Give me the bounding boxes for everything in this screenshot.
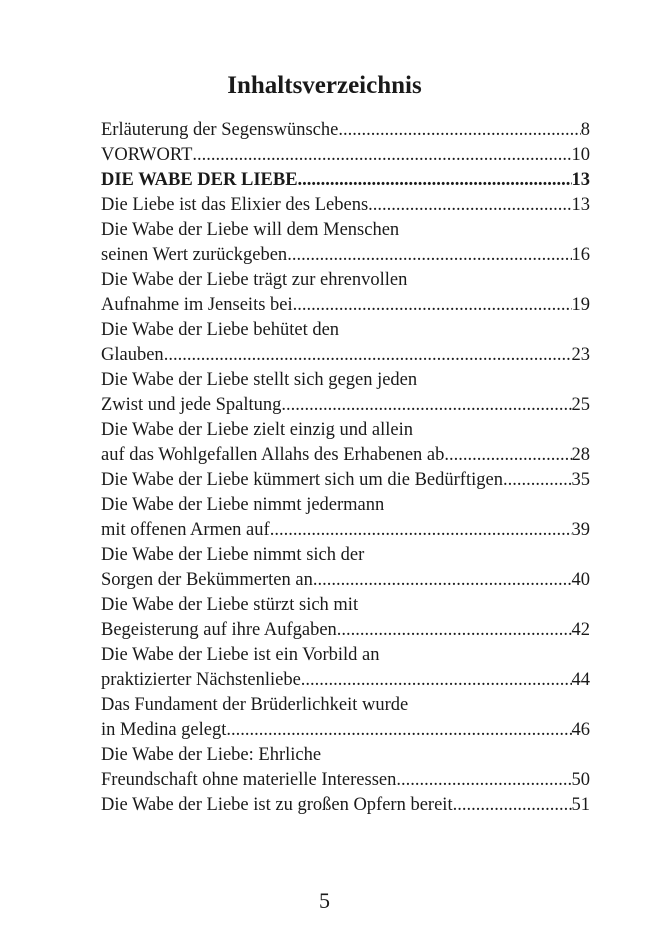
toc-entry-text: Begeisterung auf ihre Aufgaben: [101, 620, 337, 640]
dot-leader: [503, 468, 572, 493]
toc-entry-text: Aufnahme im Jenseits bei: [101, 295, 293, 315]
toc-entry: [101, 643, 590, 693]
dot-leader: [444, 443, 571, 468]
toc-entry-text: mit offenen Armen auf: [101, 520, 270, 540]
toc-line: [101, 643, 590, 668]
toc-entry-page: 42: [571, 620, 590, 640]
toc-entry-text: Die Wabe der Liebe stürzt sich mit: [101, 595, 359, 615]
toc-entry: [101, 493, 590, 543]
toc-entry: [101, 218, 590, 268]
toc-entry-page: 51: [571, 795, 590, 815]
dot-leader: [293, 293, 572, 318]
toc-entry-text: Die Wabe der Liebe will dem Menschen: [101, 220, 400, 240]
toc-entry-text: Die Wabe der Liebe: Ehrliche: [101, 745, 322, 765]
toc-line: [101, 793, 590, 818]
toc-entry-text: in Medina gelegt: [101, 720, 227, 740]
toc-entry-text: seinen Wert zurückgeben: [101, 245, 288, 265]
toc-entry-page: 28: [571, 445, 590, 465]
table-of-contents: [101, 118, 590, 818]
dot-leader: [298, 168, 572, 193]
toc-entry-page: 19: [571, 295, 590, 315]
toc-entry-page: 35: [571, 470, 590, 490]
dot-leader: [270, 518, 572, 543]
toc-entry-page: 25: [571, 395, 590, 415]
toc-line: [101, 218, 590, 243]
toc-entry: [101, 543, 590, 593]
toc-entry-text: Die Wabe der Liebe nimmt sich der: [101, 545, 365, 565]
toc-entry-text: Die Wabe der Liebe kümmert sich um die Bedürftigen: [101, 470, 503, 490]
toc-entry: [101, 268, 590, 318]
toc-entry-page: 8: [580, 120, 590, 140]
dot-leader: [453, 793, 572, 818]
dot-leader: [338, 118, 580, 143]
toc-entry-text: Das Fundament der Brüderlichkeit wurde: [101, 695, 409, 715]
toc-line: [101, 118, 590, 143]
toc-entry: [101, 593, 590, 643]
toc-line: [101, 343, 590, 368]
toc-line: [101, 443, 590, 468]
dot-leader: [192, 143, 571, 168]
toc-line: [101, 243, 590, 268]
toc-entry-text: Glauben: [101, 345, 164, 365]
toc-line: [101, 768, 590, 793]
toc-entry-page: 40: [571, 570, 590, 590]
toc-line: [101, 168, 590, 193]
toc-line: [101, 368, 590, 393]
toc-entry: [101, 193, 590, 218]
page-number: 5: [319, 888, 330, 913]
toc-line: [101, 468, 590, 493]
toc-entry: [101, 418, 590, 468]
toc-line: [101, 293, 590, 318]
toc-line: [101, 568, 590, 593]
toc-entry-text: auf das Wohlgefallen Allahs des Erhabenen ab: [101, 445, 445, 465]
dot-leader: [396, 768, 571, 793]
toc-entry: [101, 368, 590, 418]
toc-line: [101, 393, 590, 418]
toc-entry-page: 16: [571, 245, 590, 265]
dot-leader: [368, 193, 571, 218]
toc-entry-page: 13: [571, 170, 590, 190]
toc-entry-text: Die Wabe der Liebe trägt zur ehrenvollen: [101, 270, 408, 290]
toc-entry: [101, 743, 590, 793]
toc-entry-page: 39: [571, 520, 590, 540]
toc-entry: [101, 143, 590, 168]
toc-line: [101, 143, 590, 168]
toc-line: [101, 743, 590, 768]
toc-line: [101, 593, 590, 618]
toc-entry-text: Erläuterung der Segenswünsche: [101, 120, 339, 140]
toc-line: [101, 493, 590, 518]
toc-entry: [101, 318, 590, 368]
toc-line: [101, 718, 590, 743]
toc-line: [101, 318, 590, 343]
toc-entry-text: Die Wabe der Liebe nimmt jedermann: [101, 495, 385, 515]
toc-line: [101, 418, 590, 443]
dot-leader: [164, 343, 572, 368]
toc-entry-text: Sorgen der Bekümmerten an: [101, 570, 313, 590]
toc-entry-text: Die Wabe der Liebe ist zu großen Opfern bereit: [101, 795, 453, 815]
toc-entry-page: 10: [571, 145, 590, 165]
toc-entry-text: Zwist und jede Spaltung: [101, 395, 282, 415]
toc-entry-text: praktizierter Nächstenliebe: [101, 670, 301, 690]
toc-entry-text: Freundschaft ohne materielle Interessen: [101, 770, 397, 790]
toc-line: [101, 693, 590, 718]
page-title: Inhaltsverzeichnis: [227, 72, 422, 99]
toc-line: [101, 618, 590, 643]
dot-leader: [337, 618, 572, 643]
dot-leader: [301, 668, 572, 693]
toc-entry: [101, 693, 590, 743]
dot-leader: [226, 718, 571, 743]
dot-leader: [287, 243, 571, 268]
toc-entry: [101, 793, 590, 818]
dot-leader: [313, 568, 572, 593]
dot-leader: [281, 393, 571, 418]
toc-entry-page: 44: [571, 670, 590, 690]
toc-line: [101, 668, 590, 693]
toc-line: [101, 268, 590, 293]
toc-line: [101, 518, 590, 543]
toc-entry: [101, 468, 590, 493]
toc-entry-text: Die Wabe der Liebe zielt einzig und allein: [101, 420, 414, 440]
toc-entry: [101, 118, 590, 143]
toc-entry-text: Die Wabe der Liebe ist ein Vorbild an: [101, 645, 380, 665]
toc-entry-page: 13: [571, 195, 590, 215]
toc-entry-text: Die Liebe ist das Elixier des Lebens: [101, 195, 369, 215]
toc-entry-text: DIE WABE DER LIEBE: [101, 170, 298, 190]
toc-line: [101, 543, 590, 568]
toc-entry-page: 23: [571, 345, 590, 365]
toc-entry-page: 46: [571, 720, 590, 740]
toc-entry-text: Die Wabe der Liebe stellt sich gegen jeden: [101, 370, 418, 390]
toc-entry-text: VORWORT: [101, 145, 193, 165]
toc-entry-text: Die Wabe der Liebe behütet den: [101, 320, 340, 340]
toc-entry-page: 50: [571, 770, 590, 790]
toc-entry: [101, 168, 590, 193]
toc-line: [101, 193, 590, 218]
